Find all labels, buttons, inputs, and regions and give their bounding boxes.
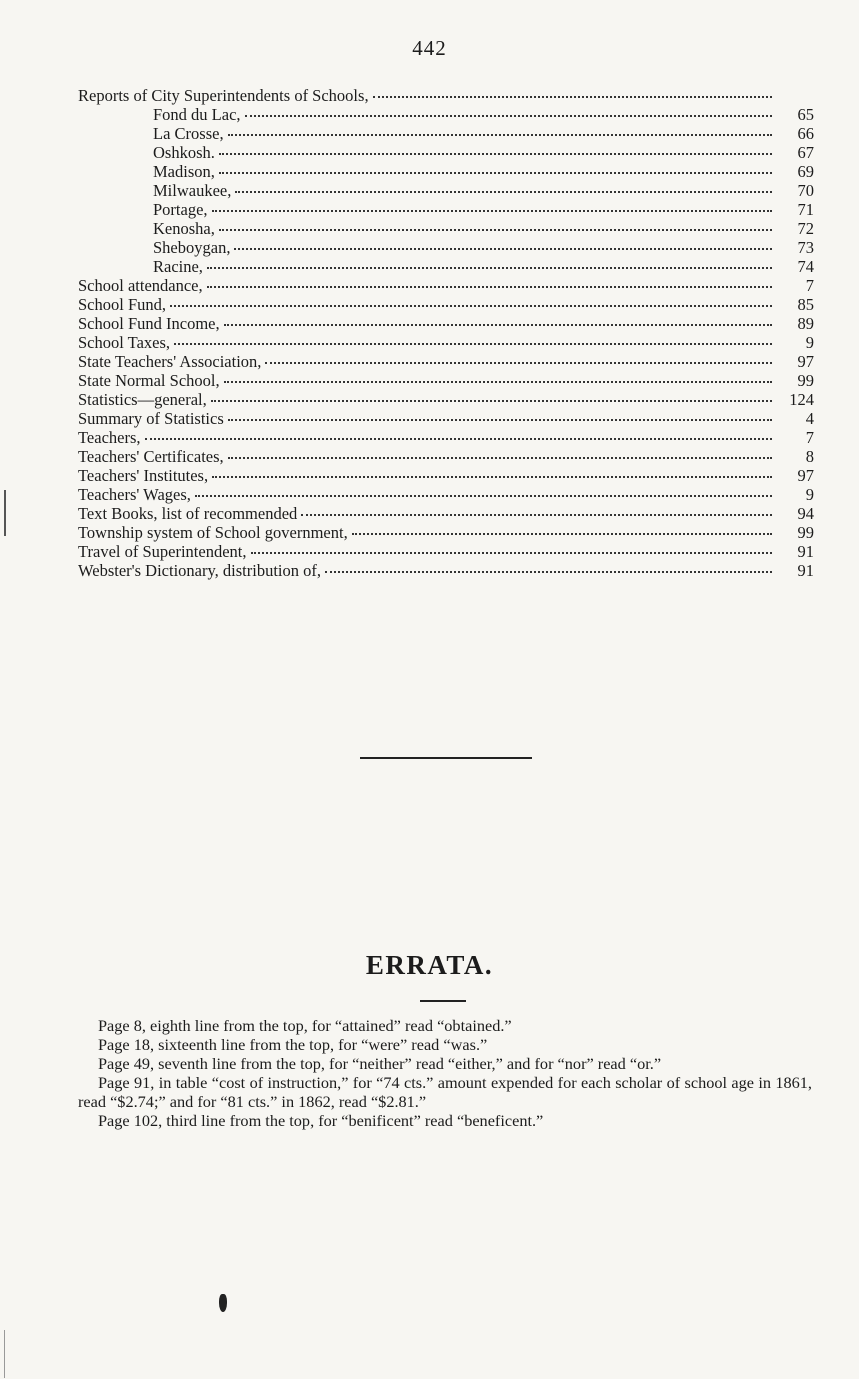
index-entry-row	[78, 295, 814, 314]
index-entry-label: Travel of Superintendent,	[78, 542, 247, 561]
index-entry-label: Portage,	[153, 200, 208, 219]
dot-leader	[325, 571, 772, 573]
index-entry-row	[78, 352, 814, 371]
index-entry-label: La Crosse,	[153, 124, 224, 143]
index-subentry-row	[78, 143, 814, 162]
ink-blot	[219, 1294, 227, 1312]
dot-leader	[211, 400, 772, 402]
index-entry-label: Sheboygan,	[153, 238, 231, 257]
index-entry-label: School Fund,	[78, 295, 167, 314]
index-entry-row	[78, 428, 814, 447]
dot-leader	[207, 267, 772, 269]
index-entry-label: Milwaukee,	[153, 181, 232, 200]
index-entry-label: Racine,	[153, 257, 203, 276]
index-entry-page: 94	[797, 504, 814, 523]
index-entry-row	[78, 447, 814, 466]
index-entry-row	[78, 333, 814, 352]
dot-leader	[373, 96, 772, 98]
dot-leader	[251, 552, 773, 554]
errata-title-underline	[420, 1000, 466, 1002]
dot-leader	[228, 134, 772, 136]
index-entry-label: Reports of City Superintendents of Schools,	[78, 86, 369, 105]
index-entry-page: 71	[797, 200, 814, 219]
index-entry-label: School Fund Income,	[78, 314, 220, 333]
erratum-item: Page 18, sixteenth line from the top, for “were” read “was.”	[98, 1035, 488, 1054]
index-entry-row	[78, 314, 814, 333]
index-entry-row	[78, 523, 814, 542]
index-entry-page: 89	[797, 314, 814, 333]
index-entry-page: 4	[805, 409, 814, 428]
index-entry-page: 85	[797, 295, 814, 314]
index-subentry-row	[78, 162, 814, 181]
index-subentry-row	[78, 181, 814, 200]
index-entry-label: Webster's Dictionary, distribution of,	[78, 561, 321, 580]
dot-leader	[228, 419, 772, 421]
dot-leader	[228, 457, 772, 459]
index-entry-page: 72	[797, 219, 814, 238]
index-subentry-row	[78, 257, 814, 276]
index-entry-label: Madison,	[153, 162, 215, 181]
index-entry-page: 91	[797, 561, 814, 580]
index-entry-label: Fond du Lac,	[153, 105, 241, 124]
index-entry-page: 9	[805, 485, 814, 504]
index-entry-row	[78, 504, 814, 523]
dot-leader	[352, 533, 772, 535]
erratum-item: Page 49, seventh line from the top, for “neither” read “either,” and for “nor” read “or.”	[98, 1054, 662, 1073]
erratum-item: Page 91, in table “cost of instruction,” for “74 cts.” amount expended for each scholar of school age in 1861, read “$2.74;” and for “81 cts.” in 1862, read “$2.81.”	[78, 1073, 812, 1111]
index-subentry-row	[78, 124, 814, 143]
dot-leader	[234, 248, 772, 250]
index-entry-row	[78, 409, 814, 428]
index-entry-label: Teachers' Wages,	[78, 485, 191, 504]
index-entry-label: Kenosha,	[153, 219, 215, 238]
index-entry-label: Teachers' Institutes,	[78, 466, 209, 485]
index-entry-page: 97	[797, 352, 814, 371]
index-entry-page: 65	[797, 105, 814, 124]
index-entry-label: Text Books, list of recommended	[78, 504, 298, 523]
index-subentry-row	[78, 219, 814, 238]
errata-list	[78, 1016, 812, 1130]
margin-scan-mark	[4, 490, 6, 536]
page-number: 442	[412, 36, 447, 60]
index-entry-page: 67	[797, 143, 814, 162]
dot-leader	[207, 286, 772, 288]
index-entry-page: 74	[797, 257, 814, 276]
index-entry-label: Summary of Statistics	[78, 409, 224, 428]
index-entry-label: Township system of School government,	[78, 523, 348, 542]
index-list	[78, 86, 814, 580]
index-entry-row	[78, 485, 814, 504]
index-entry-page: 91	[797, 542, 814, 561]
dot-leader	[219, 229, 772, 231]
dot-leader	[174, 343, 772, 345]
index-entry-label: School attendance,	[78, 276, 203, 295]
index-entry-row	[78, 561, 814, 580]
index-subentry-row	[78, 200, 814, 219]
index-entry-label: Teachers' Certificates,	[78, 447, 224, 466]
dot-leader	[195, 495, 772, 497]
index-entry-row	[78, 542, 814, 561]
index-entry-page: 69	[797, 162, 814, 181]
index-entry-page: 124	[789, 390, 814, 409]
dot-leader	[224, 324, 772, 326]
erratum-item: Page 102, third line from the top, for “benificent” read “beneficent.”	[98, 1111, 544, 1130]
errata-title: ERRATA.	[365, 950, 494, 980]
index-entry-page: 9	[805, 333, 814, 352]
index-entry-label: School Taxes,	[78, 333, 171, 352]
dot-leader	[301, 514, 772, 516]
dot-leader	[145, 438, 772, 440]
index-subentry-row	[78, 105, 814, 124]
index-entry-page: 66	[797, 124, 814, 143]
margin-scan-mark	[4, 1330, 5, 1378]
index-subentry-row	[78, 238, 814, 257]
dot-leader	[245, 115, 772, 117]
index-entry-page: 99	[797, 371, 814, 390]
dot-leader	[212, 210, 772, 212]
dot-leader	[219, 172, 772, 174]
index-entry-page: 70	[797, 181, 814, 200]
index-entry-page: 73	[797, 238, 814, 257]
dot-leader	[265, 362, 772, 364]
index-entry-page: 97	[797, 466, 814, 485]
index-entry-row	[78, 466, 814, 485]
index-entry-row	[78, 390, 814, 409]
index-entry-label: Statistics—general,	[78, 390, 207, 409]
index-entry-page: 8	[805, 447, 814, 466]
dot-leader	[170, 305, 772, 307]
index-heading-row	[78, 86, 814, 105]
dot-leader	[224, 381, 772, 383]
index-entry-label: Teachers,	[78, 428, 141, 447]
dot-leader	[219, 153, 772, 155]
index-entry-label: Oshkosh.	[153, 143, 215, 162]
section-divider	[360, 757, 532, 759]
erratum-item: Page 8, eighth line from the top, for “attained” read “obtained.”	[98, 1016, 512, 1035]
index-entry-label: State Normal School,	[78, 371, 220, 390]
dot-leader	[212, 476, 772, 478]
index-entry-label: State Teachers' Association,	[78, 352, 262, 371]
index-entry-page: 99	[797, 523, 814, 542]
index-entry-page: 7	[805, 428, 814, 447]
index-entry-row	[78, 276, 814, 295]
index-entry-page: 7	[805, 276, 814, 295]
index-entry-row	[78, 371, 814, 390]
dot-leader	[235, 191, 772, 193]
